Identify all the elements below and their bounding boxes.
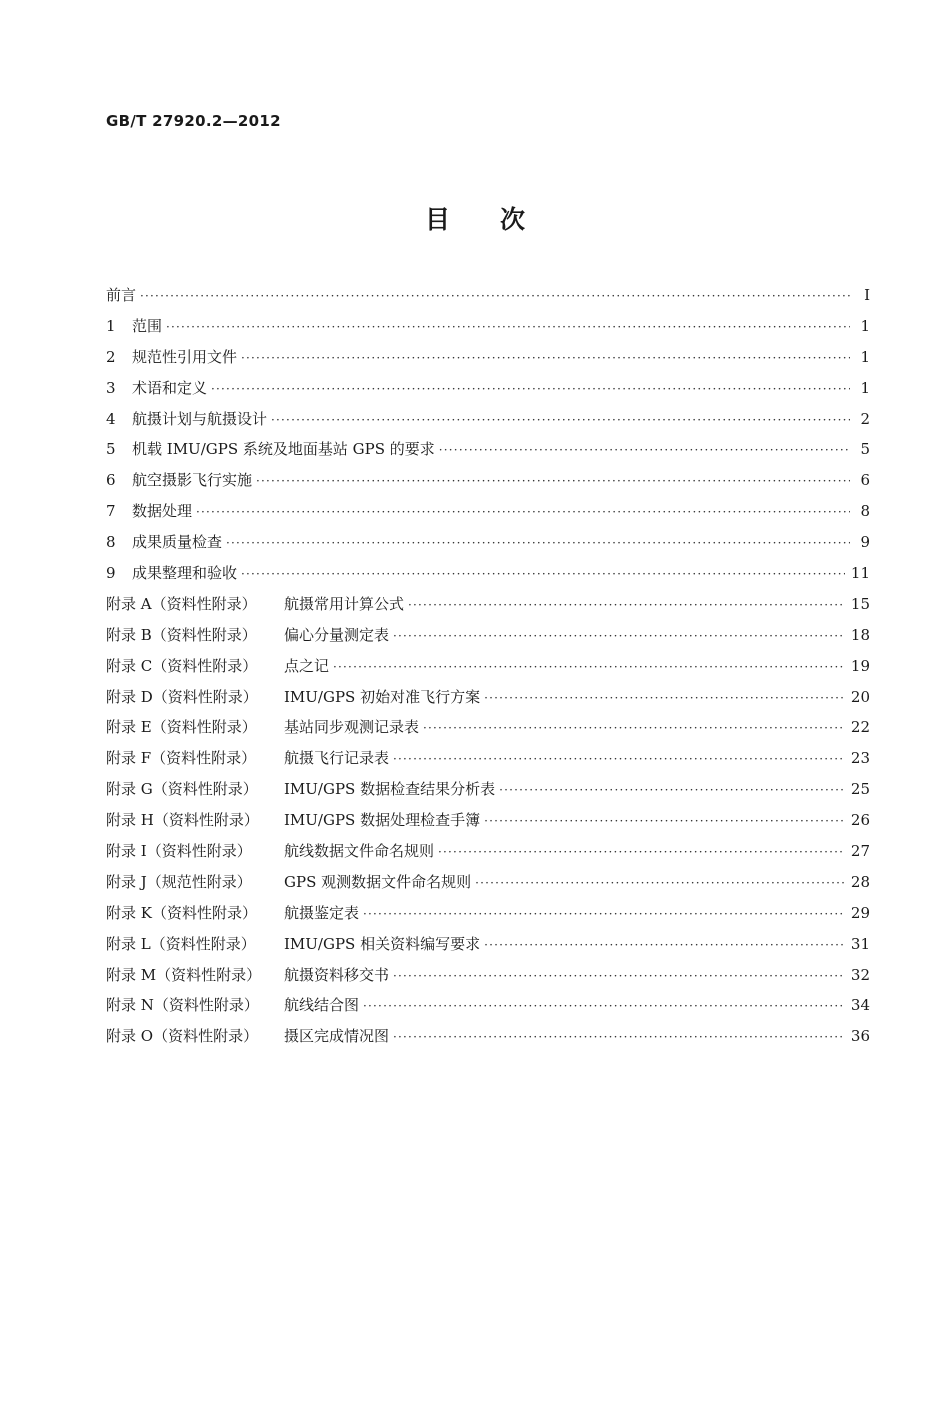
- toc-entry-page-number: 36: [850, 1027, 870, 1046]
- toc-entry-appendix-label: 附录 L（资料性附录）: [106, 934, 256, 953]
- dot-leader: [241, 351, 850, 365]
- dot-leader: [438, 845, 845, 859]
- toc-entry-title: 航摄常用计算公式: [284, 594, 405, 613]
- toc-entry-page-number: 18: [850, 625, 870, 644]
- toc-entry[interactable]: [106, 716, 870, 747]
- toc-entry-appendix-label: 附录 I（资料性附录）: [106, 842, 252, 861]
- toc-entry-title: 点之记: [284, 656, 330, 675]
- toc-entry-page-number: Ⅰ: [864, 286, 870, 304]
- toc-entry-appendix-label: 附录 M（资料性附录）: [106, 965, 262, 984]
- toc-entry[interactable]: [106, 469, 870, 500]
- toc-entry-page-number: 19: [850, 656, 870, 675]
- dot-leader: [499, 783, 845, 797]
- toc-entry-appendix-label: 附录 A（资料性附录）: [106, 594, 257, 613]
- dot-leader: [226, 536, 850, 550]
- dot-leader: [256, 474, 850, 488]
- standard-code: GB/T 27920.2—2012: [106, 112, 281, 130]
- toc-entry-title: 航空摄影飞行实施: [132, 471, 253, 490]
- toc-entry-title: GPS 观测数据文件命名规则: [284, 872, 472, 891]
- dot-leader: [363, 999, 845, 1013]
- table-of-contents: [106, 284, 870, 1056]
- dot-leader: [241, 567, 845, 581]
- toc-entry-number: 7: [106, 502, 116, 521]
- toc-entry[interactable]: [106, 408, 870, 439]
- toc-entry-appendix-label: 附录 J（规范性附录）: [106, 872, 252, 891]
- dot-leader: [166, 320, 850, 334]
- toc-entry-title: IMU/GPS 初始对准飞行方案: [284, 687, 481, 706]
- toc-entry[interactable]: [106, 562, 870, 593]
- toc-entry-appendix-label: 附录 O（资料性附录）: [106, 1027, 259, 1046]
- toc-entry-title: 前言: [106, 286, 137, 304]
- toc-entry-title: 基站同步观测记录表: [284, 718, 420, 737]
- dot-leader: [140, 289, 850, 303]
- toc-entry-appendix-label: 附录 H（资料性附录）: [106, 811, 259, 830]
- dot-leader: [196, 505, 850, 519]
- toc-entry-title: 航摄资料移交书: [284, 965, 390, 984]
- toc-entry-title: 航摄飞行记录表: [284, 749, 390, 768]
- toc-entry-page-number: 15: [850, 594, 870, 613]
- toc-entry-title: 成果质量检查: [132, 533, 223, 552]
- toc-entry[interactable]: [106, 438, 870, 469]
- toc-entry[interactable]: [106, 593, 870, 624]
- toc-entry-appendix-label: 附录 K（资料性附录）: [106, 903, 257, 922]
- toc-entry[interactable]: [106, 686, 870, 717]
- dot-leader: [271, 413, 850, 427]
- dot-leader: [393, 629, 845, 643]
- page-title: 目次: [424, 205, 575, 234]
- toc-entry[interactable]: [106, 315, 870, 346]
- dot-leader: [484, 814, 845, 828]
- toc-entry-page-number: 6: [860, 471, 870, 490]
- toc-entry-appendix-label: 附录 F（资料性附录）: [106, 749, 257, 768]
- toc-entry-number: 2: [106, 347, 116, 366]
- dot-leader: [484, 691, 845, 705]
- dot-leader: [393, 752, 845, 766]
- toc-entry-page-number: 31: [850, 934, 870, 953]
- toc-entry-title: IMU/GPS 数据处理检查手簿: [284, 811, 481, 830]
- toc-entry[interactable]: [106, 871, 870, 902]
- toc-entry-number: 8: [106, 533, 116, 552]
- toc-entry-appendix-label: 附录 D（资料性附录）: [106, 687, 258, 706]
- toc-entry-page-number: 28: [850, 872, 870, 891]
- toc-entry-title: IMU/GPS 相关资料编写要求: [284, 934, 481, 953]
- toc-entry-number: 6: [106, 471, 116, 490]
- toc-entry-title: 航摄计划与航摄设计: [132, 409, 268, 428]
- toc-entry-page-number: 9: [860, 533, 870, 552]
- toc-entry-number: 1: [106, 316, 116, 335]
- dot-leader: [333, 660, 845, 674]
- toc-entry[interactable]: [106, 778, 870, 809]
- toc-entry-title: 航线数据文件命名规则: [284, 842, 435, 861]
- toc-entry-appendix-label: 附录 E（资料性附录）: [106, 718, 257, 737]
- toc-entry-title: 范围: [132, 316, 163, 335]
- toc-entry-title: 偏心分量测定表: [284, 625, 390, 644]
- toc-entry-number: 9: [106, 564, 116, 583]
- toc-entry[interactable]: [106, 500, 870, 531]
- toc-entry-title: 机载 IMU/GPS 系统及地面基站 GPS 的要求: [132, 440, 435, 459]
- toc-entry-page-number: 11: [850, 564, 870, 583]
- toc-entry-page-number: 27: [850, 842, 870, 861]
- toc-entry-appendix-label: 附录 B（资料性附录）: [106, 625, 257, 644]
- toc-entry[interactable]: [106, 377, 870, 408]
- toc-entry-page-number: 34: [850, 996, 870, 1015]
- toc-entry-title: 数据处理: [132, 502, 193, 521]
- toc-entry-page-number: 26: [850, 811, 870, 830]
- toc-entry-page-number: 29: [850, 903, 870, 922]
- toc-entry-page-number: 25: [850, 780, 870, 799]
- toc-entry[interactable]: [106, 531, 870, 562]
- toc-entry-title: 术语和定义: [132, 378, 208, 397]
- toc-entry-appendix-label: 附录 G（资料性附录）: [106, 780, 258, 799]
- toc-entry[interactable]: [106, 747, 870, 778]
- dot-leader: [393, 969, 845, 983]
- toc-entry[interactable]: [106, 964, 870, 995]
- toc-entry[interactable]: [106, 933, 870, 964]
- toc-entry[interactable]: [106, 902, 870, 933]
- toc-entry[interactable]: [106, 809, 870, 840]
- toc-entry-appendix-label: 附录 N（资料性附录）: [106, 996, 259, 1015]
- toc-entry-page-number: 1: [860, 378, 870, 397]
- toc-entry-title: 规范性引用文件: [132, 347, 238, 366]
- toc-entry-title: 摄区完成情况图: [284, 1027, 390, 1046]
- dot-leader: [393, 1030, 845, 1044]
- toc-entry[interactable]: [106, 284, 870, 315]
- toc-entry-number: 5: [106, 440, 116, 459]
- toc-entry-page-number: 8: [860, 502, 870, 521]
- dot-leader: [423, 721, 845, 735]
- toc-entry-appendix-label: 附录 C（资料性附录）: [106, 656, 258, 675]
- toc-entry-title: 航摄鉴定表: [284, 903, 360, 922]
- toc-entry-page-number: 5: [860, 440, 870, 459]
- toc-entry[interactable]: [106, 346, 870, 377]
- toc-entry-page-number: 1: [860, 316, 870, 335]
- toc-entry-number: 3: [106, 378, 116, 397]
- toc-entry-title: 成果整理和验收: [132, 564, 238, 583]
- toc-entry-page-number: 1: [860, 347, 870, 366]
- toc-entry[interactable]: [106, 655, 870, 686]
- toc-entry-title: 航线结合图: [284, 996, 360, 1015]
- toc-entry[interactable]: [106, 840, 870, 871]
- toc-entry-page-number: 2: [860, 409, 870, 428]
- toc-entry-page-number: 20: [850, 687, 870, 706]
- toc-entry-page-number: 32: [850, 965, 870, 984]
- toc-entry[interactable]: [106, 1025, 870, 1056]
- toc-entry-page-number: 22: [850, 718, 870, 737]
- dot-leader: [408, 598, 845, 612]
- dot-leader: [211, 382, 850, 396]
- dot-leader: [439, 443, 850, 457]
- dot-leader: [363, 907, 845, 921]
- toc-entry[interactable]: [106, 994, 870, 1025]
- dot-leader: [484, 938, 845, 952]
- dot-leader: [475, 876, 845, 890]
- toc-entry-title: IMU/GPS 数据检查结果分析表: [284, 780, 496, 799]
- toc-entry[interactable]: [106, 624, 870, 655]
- toc-entry-page-number: 23: [850, 749, 870, 768]
- toc-entry-number: 4: [106, 409, 116, 428]
